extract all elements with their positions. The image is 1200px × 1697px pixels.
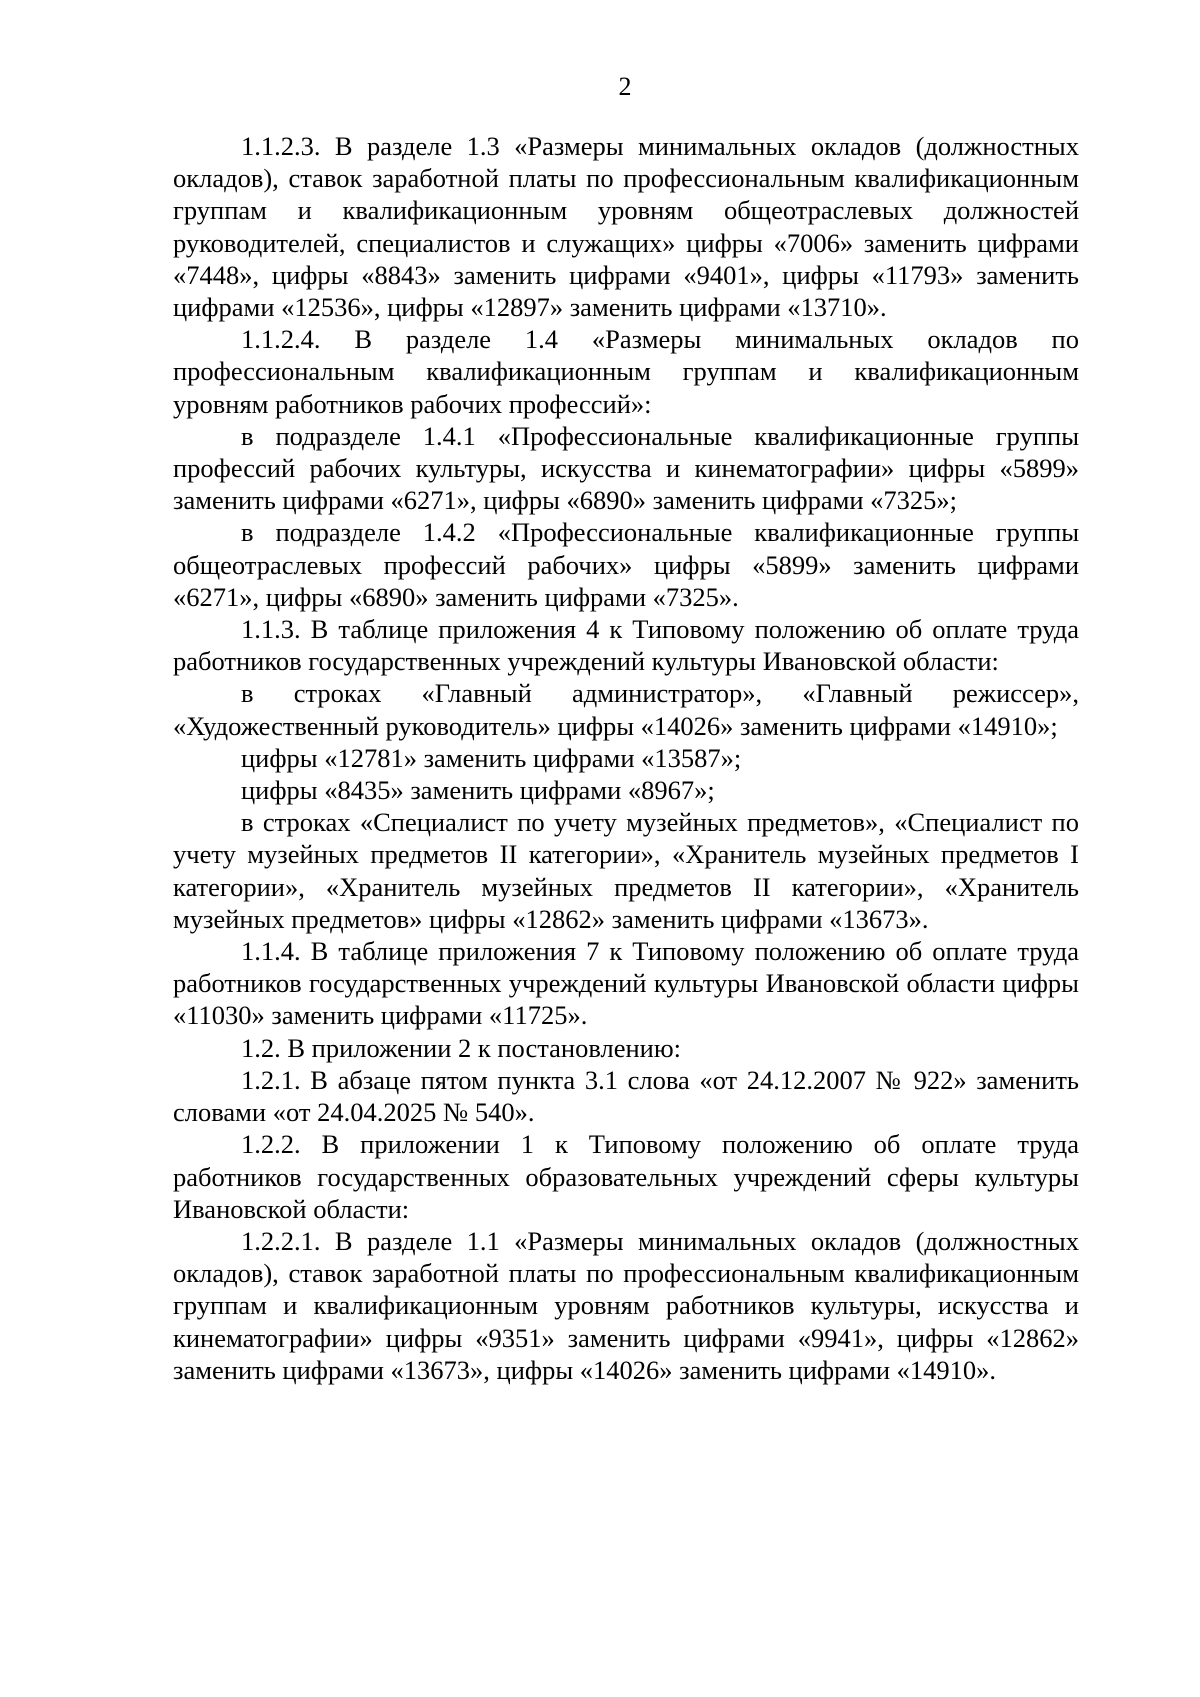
paragraph-1-2-1: 1.2.1. В абзаце пятом пункта 3.1 слова «от 24.12.2007 № 922» заменить словами «от 24.04.2025 № 540». xyxy=(173,1064,1079,1128)
paragraph-rows-museum-specialists: в строках «Специалист по учету музейных предметов», «Специалист по учету музейных предметов II категории», «Хранитель музейных предметов I категории», «Хранитель музейных предметов II категории», «Хранитель музейных предметов» цифры «12862» заменить цифрами «13673». xyxy=(173,807,1079,934)
paragraph-1-2: 1.2. В приложении 2 к постановлению: xyxy=(241,1032,681,1063)
paragraph-1-2-2: 1.2.2. В приложении 1 к Типовому положению об оплате труда работников государственных образовательных учреждений сферы культуры Ивановской области: xyxy=(173,1129,1079,1224)
paragraph-rows-main-positions: в строках «Главный администратор», «Главный режиссер», «Художественный руководитель» цифры «14026» заменить цифрами «14910»; xyxy=(173,678,1079,741)
paragraph-1-1-3: 1.1.3. В таблице приложения 4 к Типовому положению об оплате труда работников государственных учреждений культуры Ивановской области: xyxy=(173,614,1079,677)
paragraph-1-1-2-4: 1.1.2.4. В разделе 1.4 «Размеры минимальных окладов по профессиональным квалификационным группам и квалификационным уровням работников рабочих профессий»: xyxy=(173,324,1079,419)
document-body xyxy=(173,130,1079,1386)
paragraph-subsection-1-4-1: в подразделе 1.4.1 «Профессиональные квалификационные группы профессий рабочих культуры, искусства и кинематографии» цифры «5899» заменить цифрами «6271», цифры «6890» заменить цифрами «7325»; xyxy=(173,420,1079,516)
paragraph-subsection-1-4-2: в подразделе 1.4.2 «Профессиональные квалификационные группы общеотраслевых профессий рабочих» цифры «5899» заменить цифрами «6271», цифры «6890» заменить цифрами «7325». xyxy=(173,517,1079,612)
paragraph-1-1-4: 1.1.4. В таблице приложения 7 к Типовому положению об оплате труда работников государственных учреждений культуры Ивановской области цифры «11030» заменить цифрами «11725». xyxy=(173,936,1079,1031)
paragraph-1-1-2-3: 1.1.2.3. В разделе 1.3 «Размеры минимальных окладов (должностных окладов), ставок заработной платы по профессиональным квалификационным группам и квалификационным уровням общеотраслевых должностей руководителей, специалистов и служащих» цифры «7006» заменить цифрами «7448», цифры «8843» заменить цифрами «9401», цифры «11793» заменить цифрами «12536», цифры «12897» заменить цифрами «13710». xyxy=(173,131,1079,323)
paragraph-digits-12781: цифры «12781» заменить цифрами «13587»; xyxy=(241,742,742,773)
paragraph-1-2-2-1: 1.2.2.1. В разделе 1.1 «Размеры минимальных окладов (должностных окладов), ставок заработной платы по профессиональным квалификационным группам и квалификационным уровням работников культуры, искусства и кинематографии» цифры «9351» заменить цифрами «9941», цифры «12862» заменить цифрами «13673», цифры «14026» заменить цифрами «14910». xyxy=(173,1225,1079,1385)
page-number: 2 xyxy=(618,72,632,101)
paragraph-digits-8435: цифры «8435» заменить цифрами «8967»; xyxy=(241,775,715,806)
